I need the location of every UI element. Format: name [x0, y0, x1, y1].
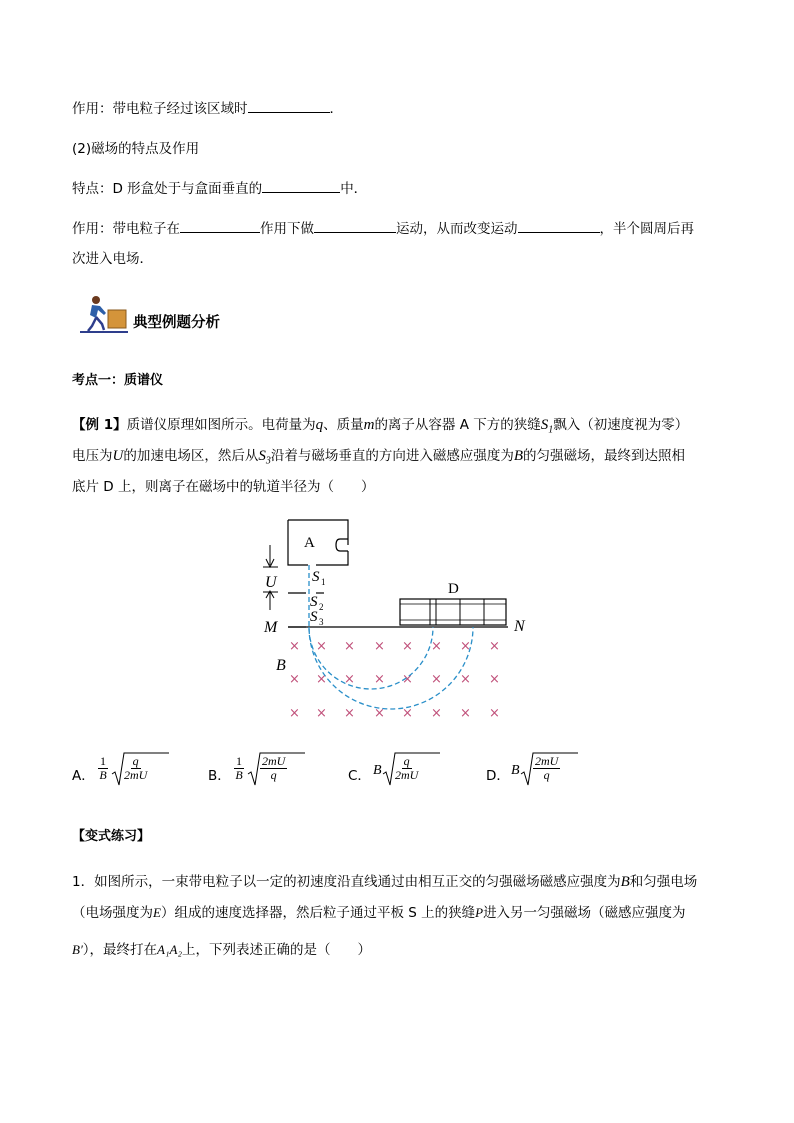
var-p: P [475, 905, 484, 920]
blank-line [262, 178, 340, 193]
blank-line [248, 98, 330, 113]
num: 1 [100, 754, 106, 768]
option-a[interactable] [72, 752, 182, 792]
field-mark: × [289, 706, 300, 721]
field-mark: × [344, 639, 355, 654]
mass-spectrometer-diagram [258, 515, 538, 730]
field-mark: × [489, 672, 500, 687]
example-tag: 【例 1】 [72, 417, 127, 433]
practice-line-1 [72, 870, 697, 891]
text: 作用：带电粒子在 [72, 221, 180, 237]
trajectory-large [309, 627, 473, 709]
var-s3: S [258, 448, 266, 464]
num: 1 [236, 754, 242, 768]
example-line-1 [72, 413, 688, 436]
option-c[interactable] [348, 752, 458, 792]
den: B [99, 768, 107, 782]
text: 的离子从容器 A 下方的狭缝 [374, 417, 541, 433]
practice-line-3 [72, 938, 371, 958]
field-mark: × [489, 639, 500, 654]
num: 2mU [535, 754, 559, 768]
var-bprime: B′ [72, 942, 83, 957]
text: ）组成的速度选择器，然后粒子通过平板 S 上的狭缝 [160, 905, 476, 921]
var-s1: S [540, 417, 549, 433]
field-mark: × [289, 672, 300, 687]
option-letter: C． [348, 768, 371, 784]
num: q [403, 754, 410, 768]
option-letter: B． [208, 768, 231, 784]
example-line-2 [72, 444, 685, 467]
blank-line [518, 218, 600, 233]
var-b: B [620, 874, 630, 890]
text: 的加速电场区，然后从 [123, 448, 259, 464]
field-mark: × [289, 639, 300, 654]
text: 1．如图所示，一束带电粒子以一定的初速度沿直线通过由相互正交的匀强磁场磁感应强度为 [72, 874, 621, 890]
sub: 1 [548, 424, 554, 436]
option-b[interactable] [208, 752, 318, 792]
text: 质谱仪原理如图所示。电荷量为 [126, 417, 316, 433]
var-q: q [315, 417, 324, 433]
radicand [533, 755, 560, 782]
field-mark: × [402, 706, 413, 721]
var-b: B [513, 448, 524, 464]
field-mark: × [402, 672, 413, 687]
label-n: N [514, 618, 525, 635]
den: 2mU [395, 768, 419, 782]
blank-line [314, 218, 396, 233]
text: 进入另一匀强磁场（磁感应强度为 [483, 905, 686, 921]
text: 和匀强电场 [629, 874, 698, 890]
text: 上，下列表述正确的是（ ） [181, 942, 371, 958]
practice-title: 【变式练习】 [72, 829, 151, 844]
label-s1: S [312, 569, 320, 585]
field-mark: × [374, 672, 385, 687]
den: B [235, 768, 243, 782]
label-s2-sub: 2 [319, 602, 324, 612]
sub: 3 [265, 455, 271, 467]
radicand [124, 755, 147, 782]
label-u: U [265, 574, 277, 591]
field-mark: × [431, 672, 442, 687]
text: 的匀强磁场，最终到达照相 [523, 448, 686, 464]
text: ，半个圆周后再 [599, 221, 694, 237]
field-mark: × [316, 706, 327, 721]
text: 中． [340, 181, 368, 197]
field-mark: × [460, 706, 471, 721]
field-mark: × [431, 639, 442, 654]
text: ． [329, 101, 343, 117]
field-mark: × [374, 639, 385, 654]
label-m: M [264, 619, 278, 636]
text: 特点：D 形盒处于与盒面垂直的 [72, 181, 263, 197]
var-a1a2: A₁A₂ [157, 942, 182, 957]
subheading-magnetic: (2)磁场的特点及作用 [72, 141, 200, 157]
coef-var: B [373, 763, 382, 778]
den: q [543, 768, 550, 782]
num: 2mU [262, 754, 286, 768]
option-d[interactable] [486, 752, 596, 792]
field-mark: × [460, 639, 471, 654]
field-mark: × [431, 706, 442, 721]
label-s3-sub: 3 [319, 617, 324, 627]
text: 飘入（初速度视为零） [553, 417, 689, 433]
text: ），最终打在 [82, 942, 158, 958]
field-mark: × [316, 639, 327, 654]
label-s3: S [310, 609, 318, 625]
field-mark: × [344, 706, 355, 721]
text: 运动，从而改变运动 [396, 221, 518, 237]
practice-line-2 [72, 901, 686, 921]
label-a: A [304, 535, 315, 551]
text: 作用：带电粒子经过该区域时 [72, 101, 248, 117]
film-d [400, 599, 506, 625]
label-s2: S [310, 594, 318, 610]
label-d: D [448, 581, 459, 597]
text: 沿着与磁场垂直的方向进入磁感应强度为 [270, 448, 514, 464]
label-s1-sub: 1 [321, 577, 326, 587]
text: 、质量 [323, 417, 364, 433]
line-continue: 次进入电场． [72, 251, 153, 267]
field-mark: × [460, 672, 471, 687]
field-mark: × [489, 706, 500, 721]
container-a [288, 520, 348, 565]
text: 作用下做 [260, 221, 314, 237]
den: q [270, 768, 277, 782]
option-letter: D． [486, 768, 510, 784]
var-e: E [153, 905, 161, 920]
field-mark: × [374, 706, 385, 721]
var-m: m [363, 417, 375, 433]
topic-heading: 考点一：质谱仪 [72, 373, 164, 388]
inlet [336, 539, 348, 551]
label-b: B [276, 657, 286, 674]
den: 2mU [124, 768, 148, 782]
line-effect-magnetic [72, 217, 694, 237]
student-pushing-box-icon [78, 293, 130, 335]
field-mark: × [316, 672, 327, 687]
field-mark: × [402, 639, 413, 654]
line-effect-electric [72, 97, 343, 117]
field-mark: × [344, 672, 355, 687]
coef-frac [234, 755, 244, 782]
example-line-3: 底片 D 上，则离子在磁场中的轨道半径为（ ） [72, 479, 375, 495]
coef-var: B [511, 763, 520, 778]
line-feature [72, 177, 367, 197]
blank-line [180, 218, 260, 233]
section-title: 典型例题分析 [133, 315, 220, 331]
var-u: U [112, 448, 124, 464]
radicand [395, 755, 418, 782]
text: 电压为 [72, 448, 113, 464]
option-letter: A． [72, 768, 95, 784]
radicand [260, 755, 287, 782]
coef-frac [98, 755, 108, 782]
text: （电场强度为 [72, 905, 153, 921]
num: q [132, 754, 139, 768]
